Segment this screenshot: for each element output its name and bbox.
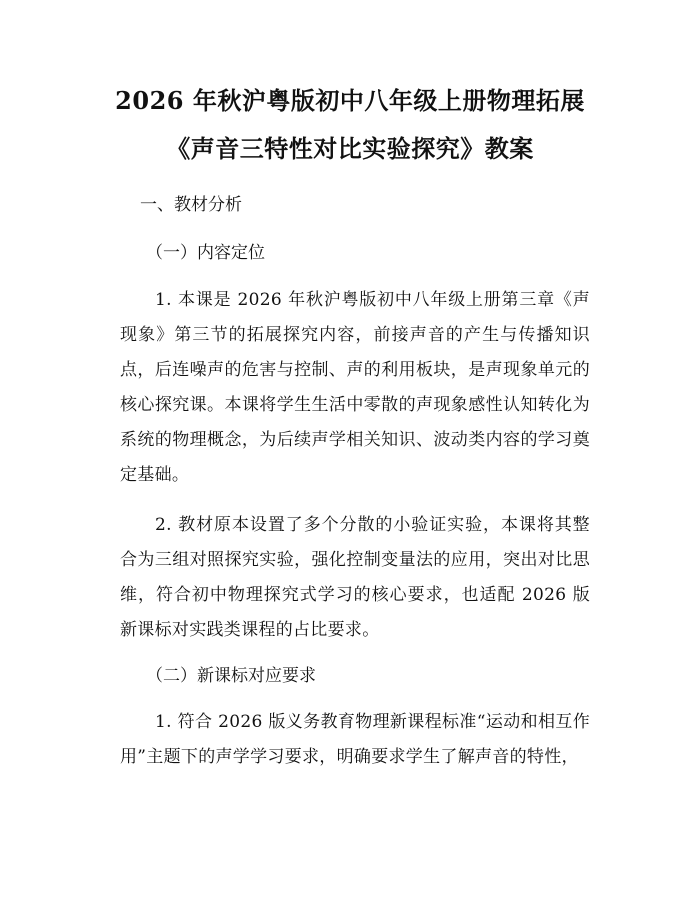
subsection-heading-curriculum-requirements: （二）新课标对应要求	[146, 666, 316, 686]
document-title-line-2: 《声音三特性对比实验探究》教案	[166, 134, 534, 163]
paragraph-content-positioning-1: 1. 本课是 2026 年秋沪粤版初中八年级上册第三章《声现象》第三节的拓展探究内容，前接声音的产生与传播知识点，后连噪声的危害与控制、声的利用板块，是声现象单元的核心探究课。本课将学生生活中零散的声现象感性认知转化为系统的物理概念，为后续声学相关知识、波动类内容的学习奠定基础。	[120, 290, 590, 485]
document-title-line-1: 2026 年秋沪粤版初中八年级上册物理拓展	[115, 86, 585, 115]
section-heading-textbook-analysis: 一、教材分析	[140, 195, 242, 215]
paragraph-content-positioning-2: 2. 教材原本设置了多个分散的小验证实验，本课将其整合为三组对照探究实验，强化控制变量法的应用，突出对比思维，符合初中物理探究式学习的核心要求，也适配 2026 版新课标对实践类课程的占比要求。	[120, 515, 590, 640]
subsection-heading-content-positioning: （一）内容定位	[146, 243, 265, 263]
paragraph-curriculum-requirements-1: 1. 符合 2026 版义务教育物理新课程标准“运动和相互作用”主题下的声学学习要求，明确要求学生了解声音的特性，	[120, 712, 590, 767]
